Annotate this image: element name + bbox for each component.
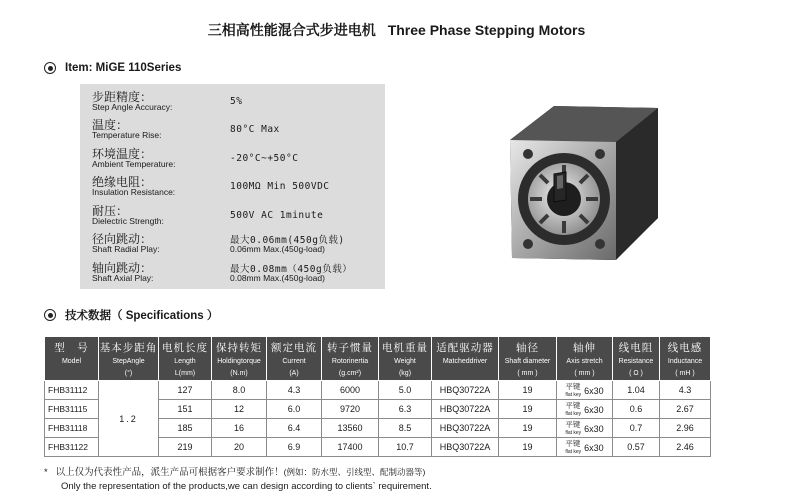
stepper-motor-image bbox=[508, 92, 690, 277]
cell-axis-stretch bbox=[557, 400, 613, 419]
cell-length: 185 bbox=[159, 419, 212, 438]
flat-key-label-en: flat key bbox=[565, 449, 582, 455]
cell-inertia: 9720 bbox=[322, 400, 379, 419]
cell-resistance: 0.57 bbox=[613, 438, 660, 457]
cell-torque: 8.0 bbox=[212, 381, 267, 400]
flat-key-label-zh: 平键 bbox=[565, 420, 581, 429]
spec-value: -20°C~+50°C bbox=[230, 153, 299, 164]
footnote-zh-note: (例如：防水型、引线型、配制动器等) bbox=[283, 467, 426, 477]
axis-dims: 6x30 bbox=[584, 424, 604, 434]
page-title bbox=[0, 20, 793, 40]
cell-shaft: 19 bbox=[499, 419, 557, 438]
header-matched-driver: 适配驱动器 Matcheddriver bbox=[432, 337, 499, 381]
cell-model: FHB31122 bbox=[45, 438, 99, 457]
cell-inertia: 13560 bbox=[322, 419, 379, 438]
spec-value: 80°C Max bbox=[230, 124, 280, 135]
header-current: 额定电流 Current (A) bbox=[267, 337, 322, 381]
table-header-row bbox=[45, 337, 711, 381]
cell-weight: 10.7 bbox=[379, 438, 432, 457]
cell-inductance: 2.96 bbox=[660, 419, 711, 438]
tech-section-label-zh: 技术数据 bbox=[65, 310, 111, 322]
spec-value-en: 0.08mm Max.(450g-load) bbox=[230, 273, 325, 283]
cell-inductance: 4.3 bbox=[660, 381, 711, 400]
cell-inertia: 6000 bbox=[322, 381, 379, 400]
cell-inductance: 2.67 bbox=[660, 400, 711, 419]
page-title-zh: 三相高性能混合式步进电机 bbox=[207, 22, 376, 38]
cell-current: 6.4 bbox=[267, 419, 322, 438]
cell-driver: HBQ30722A bbox=[432, 419, 499, 438]
cell-torque: 12 bbox=[212, 400, 267, 419]
cell-current: 6.0 bbox=[267, 400, 322, 419]
table-row bbox=[45, 381, 711, 400]
cell-driver: HBQ30722A bbox=[432, 438, 499, 457]
header-resistance: 线电阻 Resistance ( Ω ) bbox=[613, 337, 660, 381]
header-holding-torque: 保持转矩 Holdingtorque (N.m) bbox=[212, 337, 267, 381]
cell-weight: 8.5 bbox=[379, 419, 432, 438]
spec-label-zh: 温度： bbox=[92, 118, 129, 132]
spec-label-zh: 径向跳动： bbox=[92, 232, 153, 246]
bullet-circle-icon bbox=[44, 62, 56, 74]
spec-label-en: Temperature Rise: bbox=[92, 130, 162, 140]
cell-weight: 6.3 bbox=[379, 400, 432, 419]
item-section-heading bbox=[44, 62, 181, 74]
header-rotor-inertia: 转子惯量 Rotorinertia (g.cm²) bbox=[322, 337, 379, 381]
spec-label-en: Dielectric Strength: bbox=[92, 216, 164, 226]
spec-value: 最大0.08mm（450g负载） bbox=[230, 264, 353, 275]
flat-key-label-zh: 平键 bbox=[565, 401, 581, 410]
cell-current: 6.9 bbox=[267, 438, 322, 457]
flat-key-label-zh: 平键 bbox=[565, 439, 581, 448]
spec-label-en: Ambient Temperature: bbox=[92, 159, 176, 169]
spec-panel bbox=[80, 84, 385, 289]
header-model: 型 号 Model bbox=[45, 337, 99, 381]
spec-label-en: Step Angle Accuracy: bbox=[92, 102, 173, 112]
tech-section-label-en: （ Specifications ） bbox=[111, 310, 219, 322]
cell-current: 4.3 bbox=[267, 381, 322, 400]
cell-inertia: 17400 bbox=[322, 438, 379, 457]
spec-label-en: Shaft Axial Play: bbox=[92, 273, 154, 283]
spec-label-zh: 轴向跳动： bbox=[92, 261, 153, 275]
header-step-angle: 基本步距角 StepAngle (°) bbox=[99, 337, 159, 381]
spec-label-zh: 绝缘电阻： bbox=[92, 175, 153, 189]
footnote-zh-text: 以上仅为代表性产品，派生产品可根据客户要求制作！ bbox=[55, 467, 284, 478]
flat-key-label-en: flat key bbox=[565, 430, 582, 436]
cell-resistance: 0.6 bbox=[613, 400, 660, 419]
spec-label-zh: 步距精度： bbox=[92, 90, 153, 104]
cell-model: FHB31115 bbox=[45, 400, 99, 419]
spec-value: 最大0.06mm(450g负载) bbox=[230, 235, 345, 246]
cell-shaft: 19 bbox=[499, 400, 557, 419]
specifications-table bbox=[44, 336, 711, 457]
cell-torque: 20 bbox=[212, 438, 267, 457]
axis-dims: 6x30 bbox=[584, 405, 604, 415]
cell-weight: 5.0 bbox=[379, 381, 432, 400]
header-shaft-diameter: 轴径 Shaft diameter ( mm ) bbox=[499, 337, 557, 381]
page-title-en: Three Phase Stepping Motors bbox=[387, 22, 586, 38]
cell-axis-stretch bbox=[557, 419, 613, 438]
spec-label-zh: 耐压： bbox=[92, 204, 129, 218]
cell-step-angle: 1.2 bbox=[99, 381, 159, 457]
header-inductance: 线电感 Inductance ( mH ) bbox=[660, 337, 711, 381]
footnote-en: Only the representation of the products,we can design according to clients` requirement. bbox=[61, 481, 432, 492]
tech-section-heading bbox=[44, 307, 218, 323]
cell-model: FHB31112 bbox=[45, 381, 99, 400]
header-weight: 电机重量 Weight (kg) bbox=[379, 337, 432, 381]
flat-key-label-zh: 平键 bbox=[565, 382, 581, 391]
cell-resistance: 0.7 bbox=[613, 419, 660, 438]
cell-model: FHB31118 bbox=[45, 419, 99, 438]
cell-driver: HBQ30722A bbox=[432, 381, 499, 400]
spec-value-en: 0.06mm Max.(450g-load) bbox=[230, 244, 325, 254]
cell-driver: HBQ30722A bbox=[432, 400, 499, 419]
axis-dims: 6x30 bbox=[584, 443, 604, 453]
cell-resistance: 1.04 bbox=[613, 381, 660, 400]
cell-axis-stretch bbox=[557, 438, 613, 457]
spec-value: 5% bbox=[230, 96, 243, 107]
flat-key-label-en: flat key bbox=[565, 392, 582, 398]
flat-key-label-en: flat key bbox=[565, 411, 582, 417]
footnote-zh bbox=[44, 464, 425, 478]
cell-inductance: 2.46 bbox=[660, 438, 711, 457]
cell-length: 219 bbox=[159, 438, 212, 457]
item-section-label: Item: MiGE 110Series bbox=[65, 62, 182, 74]
spec-label-zh: 环境温度： bbox=[92, 147, 153, 161]
spec-value: 500V AC 1minute bbox=[230, 210, 324, 221]
bullet-circle-icon bbox=[44, 309, 56, 321]
header-length: 电机长度 Length L(mm) bbox=[159, 337, 212, 381]
cell-torque: 16 bbox=[212, 419, 267, 438]
cell-length: 127 bbox=[159, 381, 212, 400]
header-axis-stretch: 轴伸 Axis stretch ( mm ) bbox=[557, 337, 613, 381]
spec-value: 100MΩ Min 500VDC bbox=[230, 181, 330, 192]
cell-shaft: 19 bbox=[499, 381, 557, 400]
cell-shaft: 19 bbox=[499, 438, 557, 457]
spec-label-en: Shaft Radial Play: bbox=[92, 244, 160, 254]
footnote-marker: * bbox=[44, 467, 48, 478]
spec-label-en: Insulation Resistance: bbox=[92, 187, 176, 197]
cell-length: 151 bbox=[159, 400, 212, 419]
cell-axis-stretch bbox=[557, 381, 613, 400]
axis-dims: 6x30 bbox=[584, 386, 604, 396]
